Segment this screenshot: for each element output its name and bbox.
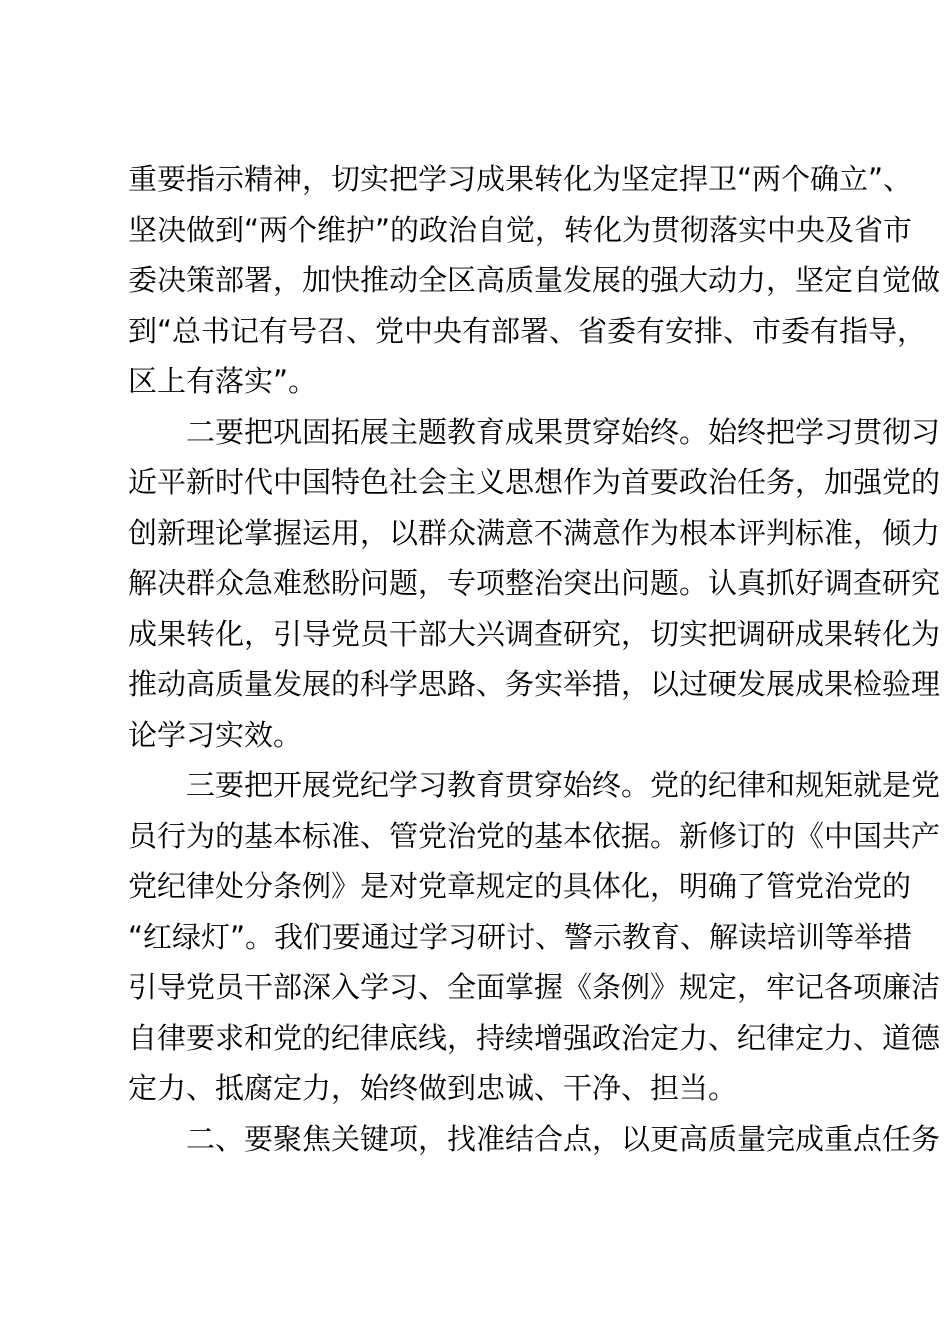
text-line: 委决策部署，加快推动全区高质量发展的强大动力，坚定自觉做 — [128, 263, 941, 297]
text-line: 坚决做到“两个维护”的政治自觉，转化为贯彻落实中央及省市 — [128, 212, 913, 247]
paragraph-3 — [128, 760, 941, 1114]
text-line: 二要把巩固拓展主题教育成果贯穿始终。始终把学习贯彻习 — [128, 414, 941, 449]
text-line: 成果转化，引导党员干部大兴调查研究，切实把调研成果转化为 — [128, 616, 941, 651]
text-line: 重要指示精神，切实把学习成果转化为坚定捍卫“两个确立”、 — [128, 162, 913, 196]
text-line: 创新理论掌握运用，以群众满意不满意作为根本评判标准，倾力 — [128, 515, 941, 550]
text-line: 自律要求和党的纪律底线，持续增强政治定力、纪律定力、道德 — [128, 1020, 941, 1055]
paragraph-2 — [128, 407, 941, 761]
text-line: 员行为的基本标准、管党治党的基本依据。新修订的《中国共产 — [128, 818, 941, 853]
text-line: 二、要聚焦关键项，找准结合点，以更高质量完成重点任务 — [128, 1121, 941, 1156]
text-line: 到“总书记有号召、党中央有部署、省委有安排、市委有指导， — [128, 313, 927, 348]
document-body — [128, 154, 941, 1164]
text-line: 三要把开展党纪学习教育贯穿始终。党的纪律和规矩就是党 — [128, 768, 941, 802]
text-line: 党纪律处分条例》是对党章规定的具体化，明确了管党治党的 — [128, 869, 912, 903]
text-line: 定力、抵腐定力，始终做到忠诚、干净、担当。 — [128, 1071, 738, 1105]
text-line: 近平新时代中国特色社会主义思想作为首要政治任务，加强党的 — [128, 465, 941, 499]
text-line: 推动高质量发展的科学思路、务实举措，以过硬发展成果检验理 — [128, 667, 941, 701]
text-line: “红绿灯”。我们要通过学习研讨、警示教育、解读培训等举措 — [128, 919, 913, 954]
paragraph-1 — [128, 154, 941, 407]
text-line: 引导党员干部深入学习、全面掌握《条例》规定，牢记各项廉洁 — [128, 970, 941, 1004]
text-line: 解决群众急难愁盼问题，专项整治突出问题。认真抓好调查研究 — [128, 566, 941, 600]
section-heading — [128, 1114, 941, 1165]
text-line: 论学习实效。 — [128, 717, 303, 752]
text-line: 区上有落实”。 — [128, 364, 318, 398]
